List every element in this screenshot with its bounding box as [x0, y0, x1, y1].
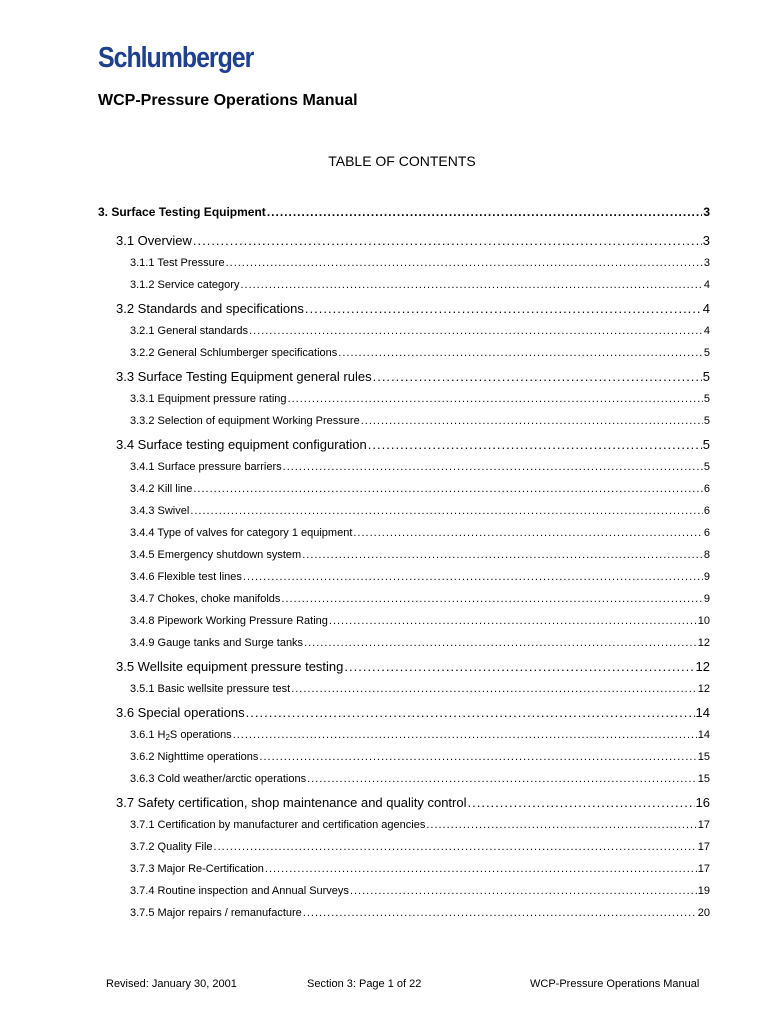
toc-leader-dots	[350, 885, 697, 897]
toc-entry[interactable]	[130, 393, 710, 405]
toc-entry-label: 3.7.2 Quality File	[130, 841, 213, 853]
toc-entry-label: 3.4.6 Flexible test lines	[130, 571, 242, 583]
toc-leader-dots	[305, 301, 702, 316]
toc-leader-dots	[193, 483, 703, 495]
toc-entry[interactable]	[116, 705, 710, 720]
toc-entry[interactable]	[116, 659, 710, 674]
toc-entry-label: 3.1.1 Test Pressure	[130, 257, 225, 269]
toc-entry-page-number: 15	[697, 751, 710, 763]
toc-leader-dots	[353, 527, 703, 539]
footer-revised-date: Revised: January 30, 2001	[106, 978, 237, 990]
toc-entry-page-number: 5	[703, 347, 710, 359]
toc-entry-page-number: 12	[695, 659, 710, 674]
toc-entry-page-number: 6	[703, 505, 710, 517]
toc-leader-dots	[281, 593, 702, 605]
toc-entry-label: 3.4.3 Swivel	[130, 505, 190, 517]
toc-entry-page-number: 17	[697, 863, 710, 875]
toc-entry[interactable]	[130, 751, 710, 763]
toc-entry[interactable]	[130, 279, 710, 291]
toc-entry-label: 3.4.9 Gauge tanks and Surge tanks	[130, 637, 304, 649]
toc-entry[interactable]	[130, 593, 710, 605]
toc-entry-page-number: 3	[703, 257, 710, 269]
toc-entry[interactable]	[130, 637, 710, 649]
toc-entry[interactable]	[130, 907, 710, 919]
toc-heading: TABLE OF CONTENTS	[328, 153, 476, 169]
toc-entry-label: 3.3 Surface Testing Equipment general rules	[116, 369, 372, 384]
toc-entry-page-number: 12	[697, 683, 710, 695]
toc-entry-label: 3.6 Special operations	[116, 705, 245, 720]
toc-entry-label: 3.3.1 Equipment pressure rating	[130, 393, 287, 405]
toc-entry[interactable]	[130, 571, 710, 583]
toc-entry[interactable]	[116, 795, 710, 810]
toc-entry[interactable]	[130, 863, 710, 875]
toc-entry[interactable]	[130, 325, 710, 337]
toc-entry-label: 3.1 Overview	[116, 233, 192, 248]
toc-leader-dots	[361, 415, 703, 427]
toc-leader-dots	[307, 773, 697, 785]
toc-entry-page-number: 14	[695, 705, 710, 720]
toc-entry-page-number: 6	[703, 527, 710, 539]
toc-entry-page-number: 4	[702, 301, 710, 316]
toc-leader-dots	[226, 257, 703, 269]
toc-entry[interactable]	[130, 773, 710, 785]
toc-entry-label: 3.7.4 Routine inspection and Annual Surveys	[130, 885, 349, 897]
toc-entry[interactable]	[130, 505, 710, 517]
toc-entry-label: 3.6.1 $H_2S$ operations	[130, 729, 232, 741]
toc-entry-page-number: 4	[703, 279, 710, 291]
toc-entry-page-number: 8	[703, 549, 710, 561]
toc-leader-dots	[368, 437, 702, 452]
toc-entry-page-number: 16	[695, 795, 710, 810]
toc-entry-label: 3.7.1 Certification by manufacturer and certification agencies	[130, 819, 426, 831]
toc-entry-page-number: 10	[697, 615, 710, 627]
toc-entry-label: 3.2.1 General standards	[130, 325, 249, 337]
toc-entry-label: 3.4.7 Chokes, choke manifolds	[130, 593, 281, 605]
toc-entry-page-number: 3	[702, 233, 710, 248]
toc-entry-page-number: 20	[697, 907, 710, 919]
toc-entry[interactable]	[130, 461, 710, 473]
toc-entry-label: 3.7.5 Major repairs / remanufacture	[130, 907, 302, 919]
toc-leader-dots	[302, 549, 703, 561]
toc-entry-label: 3.4.1 Surface pressure barriers	[130, 461, 282, 473]
toc-leader-dots	[344, 659, 694, 674]
toc-entry-page-number: 17	[697, 841, 710, 853]
toc-entry-page-number: 12	[697, 637, 710, 649]
toc-leader-dots	[468, 795, 695, 810]
toc-entry[interactable]	[116, 301, 710, 316]
toc-entry-page-number: 5	[702, 369, 710, 384]
toc-entry[interactable]	[116, 233, 710, 248]
toc-entry-label: 3.5.1 Basic wellsite pressure test	[130, 683, 291, 695]
toc-entry[interactable]	[130, 257, 710, 269]
footer-page-info: Section 3: Page 1 of 22	[307, 978, 422, 990]
toc-entry-label: 3.7 Safety certification, shop maintenance and quality control	[116, 795, 467, 810]
toc-leader-dots	[288, 393, 703, 405]
toc-entry-label: 3.3.2 Selection of equipment Working Pressure	[130, 415, 360, 427]
toc-entry[interactable]	[130, 415, 710, 427]
toc-leader-dots	[190, 505, 703, 517]
toc-entry-label: 3.7.3 Major Re-Certification	[130, 863, 264, 875]
toc-leader-dots	[233, 729, 697, 741]
toc-leader-dots	[303, 907, 697, 919]
toc-entry-label: 3.5 Wellsite equipment pressure testing	[116, 659, 344, 674]
toc-entry[interactable]	[116, 369, 710, 384]
toc-entry-page-number: 5	[703, 461, 710, 473]
toc-leader-dots	[214, 841, 697, 853]
toc-entry-label: 3.4.4 Type of valves for category 1 equipment	[130, 527, 353, 539]
toc-leader-dots	[246, 705, 695, 720]
toc-entry-label: 3.4.8 Pipework Working Pressure Rating	[130, 615, 328, 627]
toc-leader-dots	[240, 279, 702, 291]
toc-entry-label: 3.2 Standards and specifications	[116, 301, 304, 316]
toc-leader-dots	[265, 863, 697, 875]
toc-entry-page-number: 4	[703, 325, 710, 337]
toc-leader-dots	[249, 325, 703, 337]
toc-entry-label: 3.4.2 Kill line	[130, 483, 193, 495]
toc-entry[interactable]	[130, 819, 710, 831]
footer-manual-name: WCP-Pressure Operations Manual	[530, 978, 700, 990]
toc-entry[interactable]	[130, 841, 710, 853]
toc-entry[interactable]	[130, 549, 710, 561]
toc-entry-label: 3.1.2 Service category	[130, 279, 240, 291]
toc-entry[interactable]	[130, 347, 710, 359]
toc-leader-dots	[304, 637, 697, 649]
toc-entry[interactable]	[130, 615, 710, 627]
toc-entry-page-number: 9	[703, 593, 710, 605]
toc-entry-label: 3.6.3 Cold weather/arctic operations	[130, 773, 307, 785]
toc-entry-label: 3.2.2 General Schlumberger specifications	[130, 347, 338, 359]
toc-entry-page-number: 5	[703, 393, 710, 405]
toc-entry-label: 3.6.2 Nighttime operations	[130, 751, 259, 763]
toc-leader-dots	[338, 347, 703, 359]
toc-leader-dots	[373, 369, 702, 384]
toc-entry-page-number: 9	[703, 571, 710, 583]
toc-leader-dots	[291, 683, 697, 695]
toc-entry[interactable]	[130, 729, 710, 741]
toc-leader-dots	[267, 205, 703, 219]
toc-entry-page-number: 14	[697, 729, 710, 741]
toc-leader-dots	[259, 751, 696, 763]
toc-entry-page-number: 6	[703, 483, 710, 495]
company-logo: Schlumberger	[98, 42, 254, 74]
toc-entry[interactable]	[130, 885, 710, 897]
toc-leader-dots	[426, 819, 696, 831]
toc-entry-page-number: 5	[702, 437, 710, 452]
toc-entry-label: 3.4 Surface testing equipment configuration	[116, 437, 367, 452]
toc-entry-page-number: 3	[703, 205, 710, 219]
toc-entry-label: 3.4.5 Emergency shutdown system	[130, 549, 302, 561]
toc-leader-dots	[329, 615, 697, 627]
toc-leader-dots	[243, 571, 703, 583]
toc-entry[interactable]	[98, 205, 710, 219]
toc-leader-dots	[193, 233, 702, 248]
toc-entry[interactable]	[130, 483, 710, 495]
toc-entry-page-number: 17	[697, 819, 710, 831]
toc-entry[interactable]	[130, 683, 710, 695]
toc-entry-page-number: 5	[703, 415, 710, 427]
toc-entry[interactable]	[130, 527, 710, 539]
toc-entry-page-number: 15	[697, 773, 710, 785]
manual-title: WCP-Pressure Operations Manual	[98, 92, 358, 109]
toc-leader-dots	[283, 461, 703, 473]
toc-entry-page-number: 19	[697, 885, 710, 897]
toc-entry[interactable]	[116, 437, 710, 452]
toc-entry-label: 3. Surface Testing Equipment	[98, 205, 266, 219]
